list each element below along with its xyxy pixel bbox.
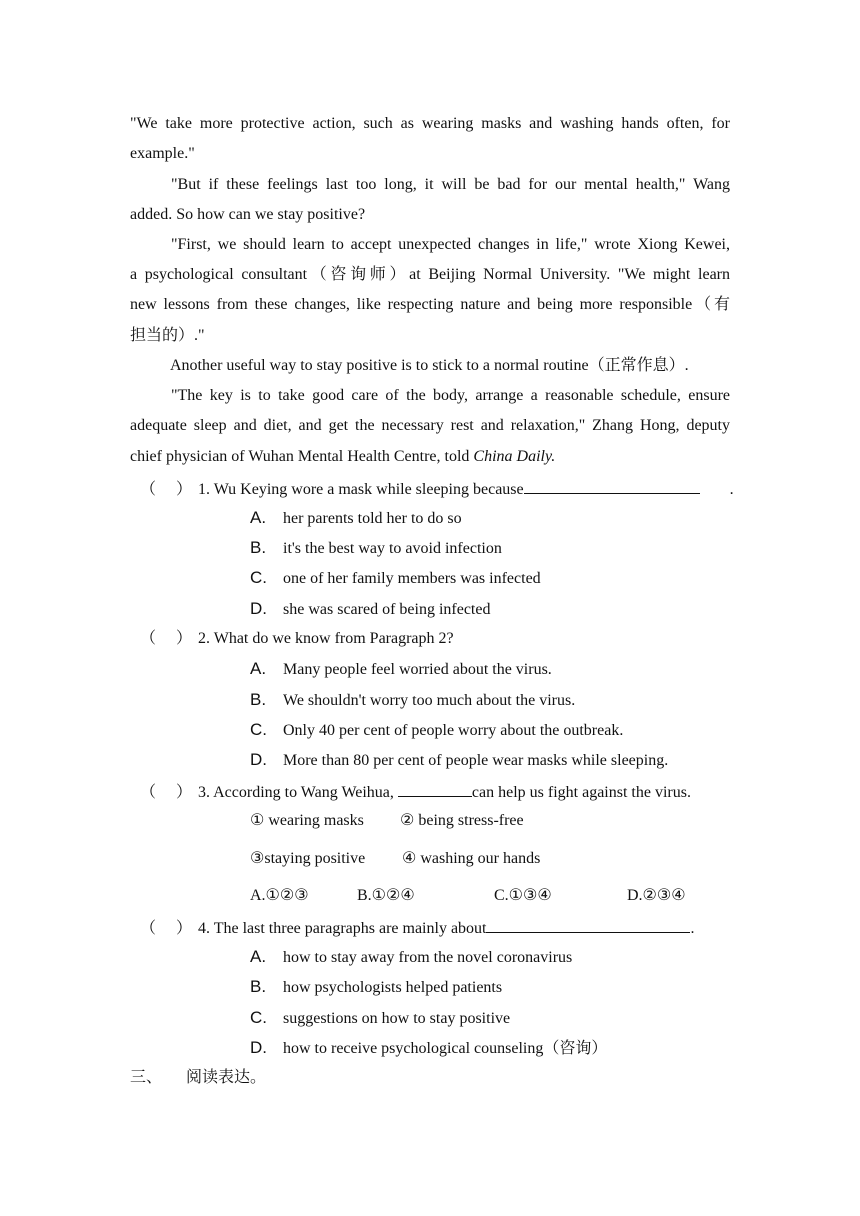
q4-option-d[interactable]: D. how to receive psychological counseling（咨询） [250,1038,608,1057]
question-4-text: 4. The last three paragraphs are mainly about [198,920,487,937]
q2-option-c[interactable]: C. Only 40 per cent of people worry about the outbreak. [250,720,624,739]
answer-blank[interactable] [524,478,700,494]
q3-item-4: ④ washing our hands [402,850,541,867]
passage-line-4: added. So how can we stay positive? [130,206,366,223]
question-3-text-end: can help us fight against the virus. [471,784,691,801]
question-1-text: 1. Wu Keying wore a mask while sleeping because [198,481,524,498]
q3-item-1: ① wearing masks [250,812,364,829]
answer-blank[interactable] [398,781,472,797]
passage-line-11: adequate sleep and diet, and get the necessary rest and relaxation," Zhang Hong, deputy [130,417,730,434]
q3-choice-b[interactable]: B.①②④ [357,887,415,904]
newspaper-name: China Daily. [473,448,556,465]
passage-line-12-text: chief physician of Wuhan Mental Health Centre, told [130,448,474,465]
answer-blank[interactable] [486,917,690,933]
passage-line-9: Another useful way to stay positive is to stick to a normal routine（正常作息）. [170,357,689,374]
q1-option-a[interactable]: A. her parents told her to do so [250,508,462,527]
q3-item-3: ③staying positive [250,850,366,867]
q1-option-b[interactable]: B. it's the best way to avoid infection [250,538,502,557]
section-title: 阅读表达。 [186,1069,267,1086]
q3-choice-c[interactable]: C.①③④ [494,887,552,904]
passage-line-10: "The key is to take good care of the body, arrange a reasonable schedule, ensure [171,387,730,404]
question-2 [140,629,454,649]
passage-line-1: "We take more protective action, such as wearing masks and washing hands often, for [130,115,730,132]
question-1: （ ） 1. Wu Keying wore a mask while sleeping because . [140,478,734,500]
question-4: （ ） 4. The last three paragraphs are mainly about . [140,917,694,939]
passage-line-7: new lessons from these changes, like respecting nature and being more responsible（有 [130,296,730,313]
answer-bracket[interactable]: （ ） [140,630,193,647]
q2-option-d[interactable]: D. More than 80 per cent of people wear masks while sleeping. [250,750,669,769]
answer-bracket[interactable]: （ ） [140,784,193,801]
q1-option-d[interactable]: D. she was scared of being infected [250,599,491,618]
passage-line-8: 担当的）." [130,327,205,344]
q3-choice-a[interactable]: A.①②③ [250,887,309,904]
passage-line-2: example." [130,145,195,162]
section-heading [130,1068,266,1088]
q4-option-c[interactable]: C. suggestions on how to stay positive [250,1008,511,1027]
q2-option-a[interactable]: A. Many people feel worried about the virus. [250,659,552,678]
passage-line-3: "But if these feelings last too long, it will be bad for our mental health," Wang [171,176,730,193]
question-3 [140,781,691,803]
section-number: 三、 [130,1069,163,1086]
q4-option-b[interactable]: B. how psychologists helped patients [250,977,503,996]
q3-item-2: ② being stress-free [400,812,524,829]
question-2-text: 2. What do we know from Paragraph 2? [198,630,454,647]
q4-option-a[interactable]: A. how to stay away from the novel coronavirus [250,947,573,966]
q2-option-b[interactable]: B. We shouldn't worry too much about the virus. [250,690,576,709]
answer-bracket[interactable]: （ ） [140,481,193,498]
passage-line-6: a psychological consultant（咨询师）at Beijing Normal University. "We might learn [130,266,730,283]
q3-choice-d[interactable]: D.②③④ [627,887,686,904]
q1-option-c[interactable]: C. one of her family members was infected [250,568,541,587]
answer-bracket[interactable]: （ ） [140,920,193,937]
passage-line-12 [130,447,730,467]
question-3-text: 3. According to Wang Weihua, [198,784,398,801]
passage-line-5: "First, we should learn to accept unexpected changes in life," wrote Xiong Kewei, [171,236,730,253]
